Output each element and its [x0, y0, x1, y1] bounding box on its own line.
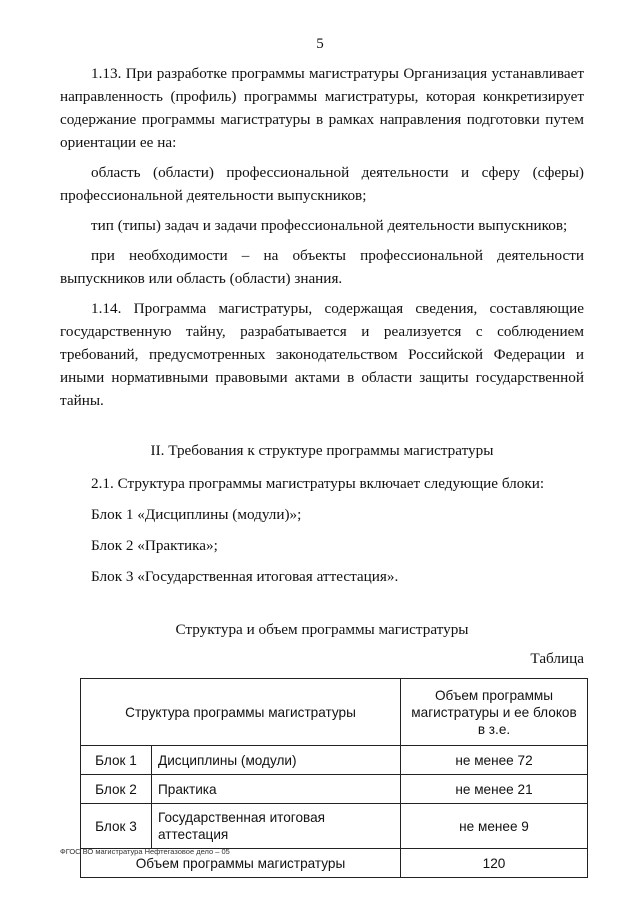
paragraph-1-14: 1.14. Программа магистратуры, содержащая сведения, составляющие государственную тайну, разрабатывается и реализуется с соблюдением требований, предусмотренных законодательством Российской Федерации и иными нормативными правовыми актами в области защиты государственной тайны.	[60, 300, 584, 409]
table-row	[81, 775, 588, 804]
block-volume: не менее 72	[401, 746, 588, 775]
paragraph-1-13: 1.13. При разработке программы магистратуры Организация устанавливает направленность (профиль) программы магистратуры, которая конкретизирует содержание программы магистратуры в рамках направления подготовки путем ориентации ее на:	[60, 65, 584, 151]
table-row	[81, 804, 588, 849]
block-code: Блок 1	[81, 746, 152, 775]
header-structure: Структура программы магистратуры	[81, 679, 401, 746]
table-label: Таблица	[530, 650, 584, 667]
paragraph-1-13-area: область (области) профессиональной деятельности и сферу (сферы) профессиональной деятельности выпускников;	[60, 164, 584, 204]
header-volume: Объем программы магистратуры и ее блоков в з.е.	[401, 679, 588, 746]
table-row	[81, 746, 588, 775]
block-name: Государственная итоговая аттестация	[152, 804, 401, 849]
block-volume: не менее 21	[401, 775, 588, 804]
page-number: 5	[316, 36, 324, 52]
block-list-item: Блок 2 «Практика»;	[91, 537, 218, 554]
page-footer: ФГОС ВО магистратура Нефтегазовое дело – 05	[60, 847, 230, 856]
paragraph-1-13-objects: при необходимости – на объекты профессиональной деятельности выпускников или область (области) знания.	[60, 247, 584, 287]
paragraph-1-13-tasks: тип (типы) задач и задачи профессиональной деятельности выпускников;	[91, 217, 568, 234]
block-list-item: Блок 3 «Государственная итоговая аттестация».	[91, 568, 399, 585]
total-value: 120	[401, 849, 588, 878]
total-label: Объем программы магистратуры	[81, 849, 401, 878]
block-code: Блок 2	[81, 775, 152, 804]
block-code: Блок 3	[81, 804, 152, 849]
table-caption: Структура и объем программы магистратуры	[175, 621, 469, 638]
document-body	[60, 62, 584, 878]
block-list-item: Блок 1 «Дисциплины (модули)»;	[91, 506, 302, 523]
block-name: Практика	[152, 775, 401, 804]
section-heading: II. Требования к структуре программы магистратуры	[150, 442, 494, 459]
block-volume: не менее 9	[401, 804, 588, 849]
table-header-row	[81, 679, 588, 746]
block-name: Дисциплины (модули)	[152, 746, 401, 775]
paragraph-2-1: 2.1. Структура программы магистратуры включает следующие блоки:	[91, 475, 545, 492]
